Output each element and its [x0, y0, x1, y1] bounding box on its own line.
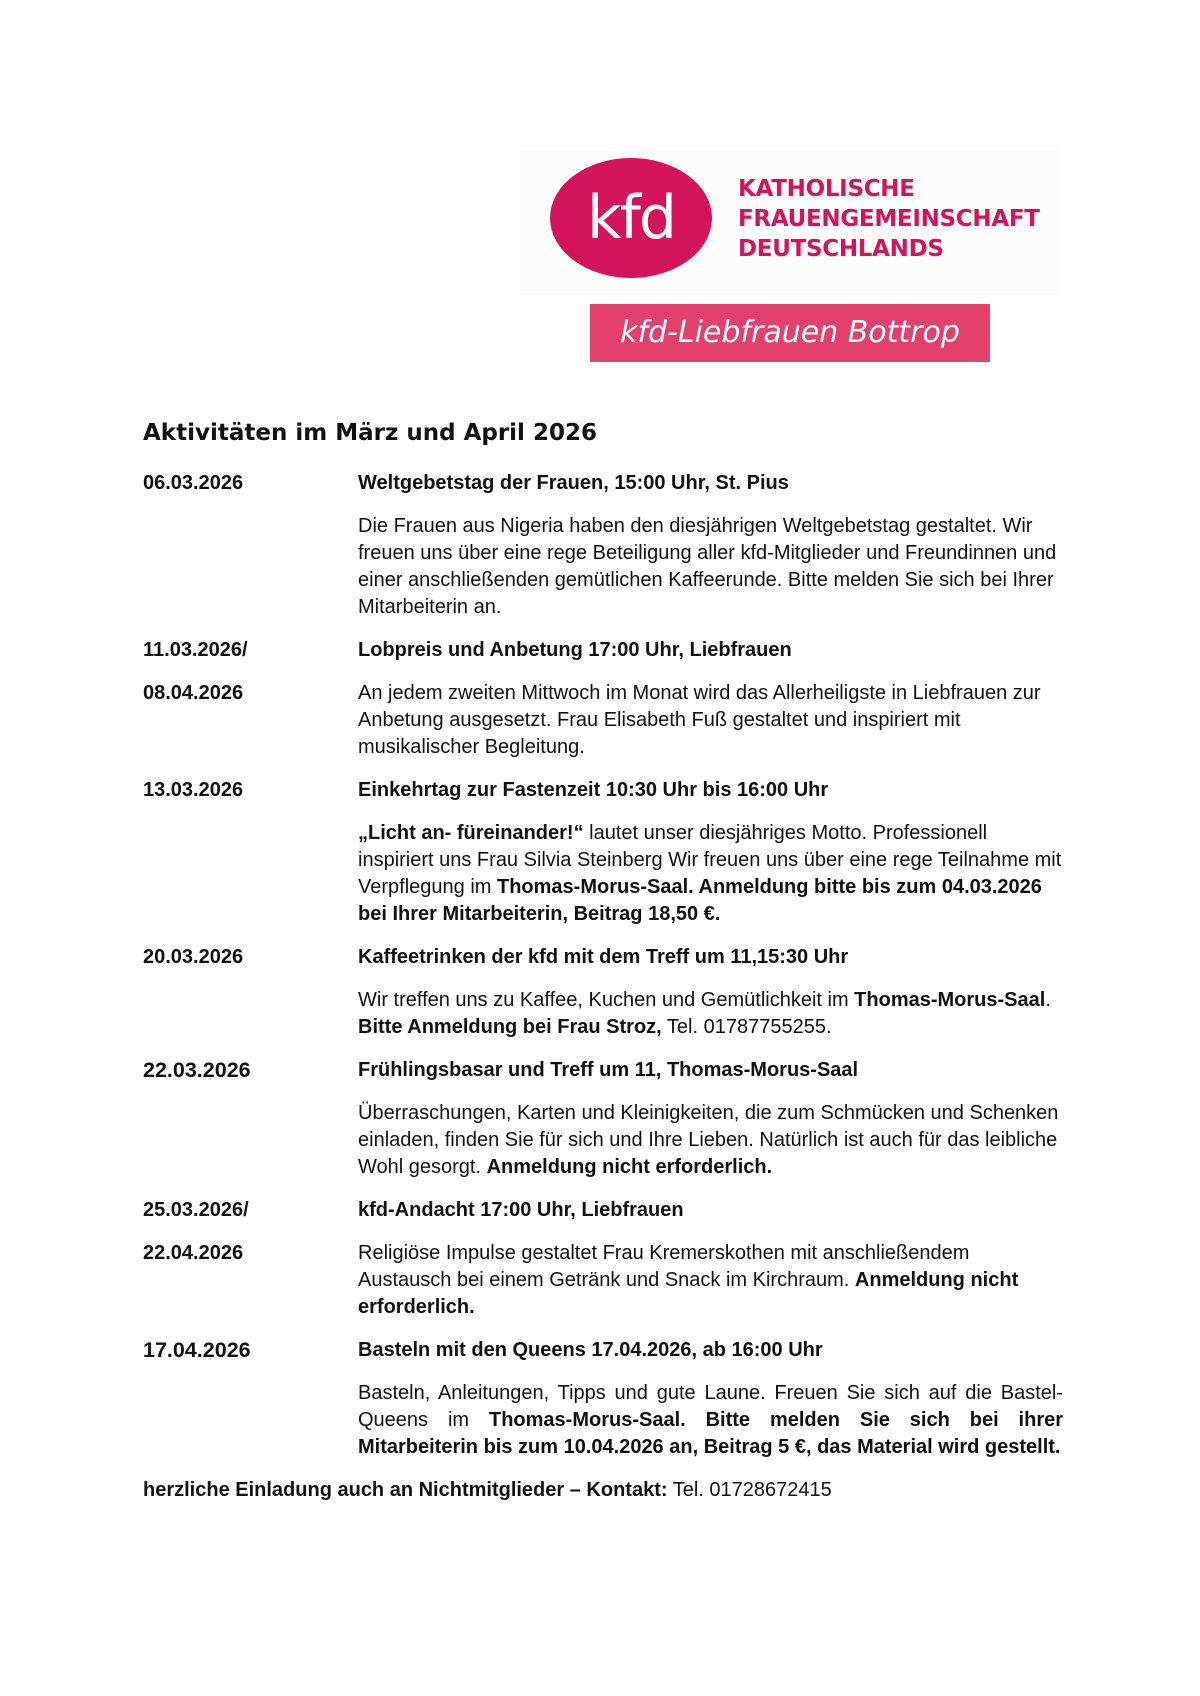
kfd-logo [520, 150, 1060, 295]
event-date-end: 08.04.2026 [143, 682, 244, 704]
event-description [358, 1100, 1063, 1181]
event-date [143, 777, 353, 804]
event-date-start: 06.03.2026 [143, 472, 244, 494]
group-banner: kfd-Liebfrauen Bottrop [590, 304, 990, 362]
event-description-segment: Tel. 01787755255. [661, 1016, 832, 1038]
footer-invitation [143, 1477, 1063, 1504]
event-description-segment: „Licht an- füreinander!“ [358, 822, 584, 844]
event-description [358, 1380, 1063, 1461]
event-date-start: 13.03.2026 [143, 779, 244, 801]
event-description [358, 513, 1063, 621]
event-title: Weltgebetstag der Frauen, 15:00 Uhr, St. Pius [358, 472, 789, 494]
event-description-segment: Religiöse Impulse gestaltet Frau Kremerskothen mit anschließendem Austausch bei einem Getränk und Snack im Kirchraum. [358, 1242, 970, 1291]
event-item [143, 1057, 1063, 1181]
event-title: Frühlingsbasar und Treff um 11, Thomas-Morus-Saal [358, 1059, 859, 1081]
event-date [143, 637, 353, 707]
kfd-logo-oval: kfd [550, 158, 712, 278]
event-title: Einkehrtag zur Fastenzeit 10:30 Uhr bis 16:00 Uhr [358, 779, 829, 801]
event-date-start: 11.03.2026/ [143, 639, 248, 661]
event-date [143, 470, 353, 497]
event-date [143, 1197, 353, 1267]
kfd-logo-text [738, 174, 1040, 264]
event-item [143, 1337, 1063, 1461]
logo-line-1: KATHOLISCHE [738, 176, 915, 202]
event-title: Kaffeetrinken der kfd mit dem Treff um 11,15:30 Uhr [358, 946, 849, 968]
page-title: Aktivitäten im März und April 2026 [143, 420, 597, 446]
event-description-segment: Bitte Anmeldung bei Frau Stroz, [358, 1016, 662, 1038]
event-description-segment: Wir treffen uns zu Kaffee, Kuchen und Gemütlichkeit im [358, 989, 855, 1011]
event-description-segment: Basteln, Anleitungen, Tipps und gute Laune. Freuen Sie sich auf die Bastel-Queens im [358, 1382, 1063, 1431]
event-description-segment: Die Frauen aus Nigeria haben den diesjährigen Weltgebetstag gestaltet. Wir freuen uns über eine rege Beteiligung aller kfd-Mitglieder und Freundinnen und einer anschließenden gemütlichen Kaffeerunde. Bitte melden Sie sich bei Ihrer Mitarbeiterin an. [358, 515, 1057, 618]
event-date-start: 25.03.2026/ [143, 1199, 249, 1221]
logo-line-2: FRAUENGEMEINSCHAFT [738, 206, 1040, 232]
event-date-start: 17.04.2026 [143, 1338, 251, 1362]
event-description-segment: Anmeldung nicht erforderlich. [358, 1269, 1019, 1318]
event-description [358, 680, 1063, 761]
event-item [143, 1197, 1063, 1321]
event-description-segment: Thomas-Morus-Saal. Bitte melden Sie sich bei ihrer Mitarbeiterin bis zum 10.04.2026 an, Beitrag 5 €, das Material wird gestellt. [358, 1409, 1064, 1458]
event-description-segment: . [1045, 989, 1051, 1011]
event-date-start: 20.03.2026 [143, 946, 244, 968]
event-date-end: 22.04.2026 [143, 1242, 244, 1264]
event-description [358, 820, 1063, 928]
event-item [143, 470, 1063, 621]
event-description-segment: Überraschungen, Karten und Kleinigkeiten, die zum Schmücken und Schenken einladen, finden Sie für sich und Ihre Lieben. Natürlich ist auch für das leibliche Wohl gesorgt. [358, 1102, 1059, 1178]
footer-phone: Tel. 01728672415 [667, 1479, 832, 1501]
event-item [143, 637, 1063, 761]
event-description [358, 987, 1063, 1041]
event-description-segment: lautet unser diesjähriges Motto. Professionell inspiriert uns Frau Silvia Steinberg Wir freuen uns über eine rege Teilnahme mit Verpflegung im [358, 822, 1062, 898]
events-list [143, 470, 1063, 1504]
event-date-start: 22.03.2026 [143, 1058, 251, 1082]
event-description-segment: Thomas-Morus-Saal. Anmeldung bitte bis zum 04.03.2026 bei Ihrer Mitarbeiterin, Beitrag 18,50 €. [358, 876, 1042, 925]
event-description [358, 1240, 1063, 1321]
event-description-segment: Thomas-Morus-Saal [854, 989, 1046, 1011]
footer-bold-text: herzliche Einladung auch an Nichtmitglieder – Kontakt: [143, 1479, 668, 1501]
event-description-segment: Anmeldung nicht erforderlich. [486, 1156, 773, 1178]
event-title: Lobpreis und Anbetung 17:00 Uhr, Liebfrauen [358, 639, 792, 661]
event-title: kfd-Andacht 17:00 Uhr, Liebfrauen [358, 1199, 684, 1221]
event-item [143, 944, 1063, 1041]
logo-line-3: DEUTSCHLANDS [738, 236, 944, 262]
event-item [143, 777, 1063, 928]
event-date [143, 1337, 353, 1364]
event-date [143, 1057, 353, 1084]
event-date [143, 944, 353, 971]
event-title: Basteln mit den Queens 17.04.2026, ab 16:00 Uhr [358, 1339, 823, 1361]
event-description-segment: An jedem zweiten Mittwoch im Monat wird das Allerheiligste in Liebfrauen zur Anbetung ausgesetzt. Frau Elisabeth Fuß gestaltet und inspiriert mit musikalischer Begleitung. [358, 682, 1041, 758]
